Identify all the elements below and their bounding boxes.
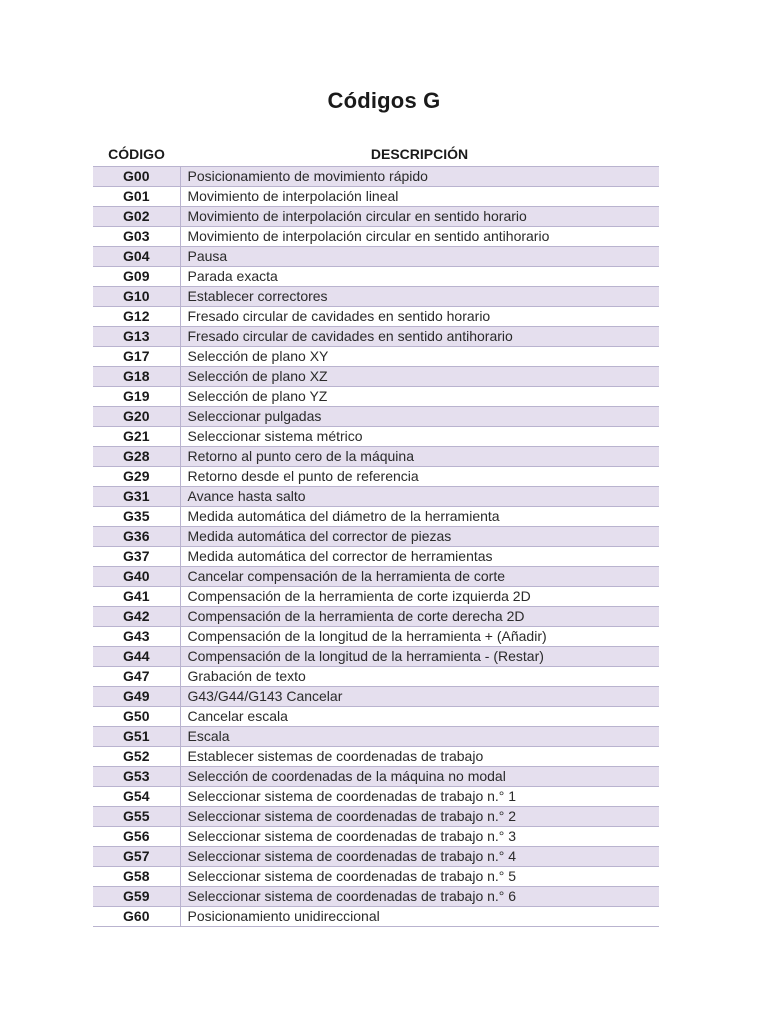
table-row: [93, 507, 659, 527]
table-row: [93, 467, 659, 487]
description-cell: Movimiento de interpolación circular en sentido horario: [180, 207, 659, 227]
code-cell: G58: [93, 867, 180, 887]
description-cell: Fresado circular de cavidades en sentido antihorario: [180, 327, 659, 347]
g-codes-table: [93, 142, 659, 927]
table-row: [93, 887, 659, 907]
table-row: [93, 607, 659, 627]
table-row: [93, 627, 659, 647]
description-cell: Compensación de la longitud de la herramienta - (Restar): [180, 647, 659, 667]
header-code: CÓDIGO: [93, 142, 180, 167]
description-cell: Grabación de texto: [180, 667, 659, 687]
description-cell: Seleccionar sistema de coordenadas de trabajo n.° 4: [180, 847, 659, 867]
code-cell: G54: [93, 787, 180, 807]
description-cell: Pausa: [180, 247, 659, 267]
table-row: [93, 447, 659, 467]
code-cell: G17: [93, 347, 180, 367]
code-cell: G36: [93, 527, 180, 547]
code-cell: G09: [93, 267, 180, 287]
description-cell: Compensación de la herramienta de corte derecha 2D: [180, 607, 659, 627]
code-cell: G28: [93, 447, 180, 467]
code-cell: G49: [93, 687, 180, 707]
table-row: [93, 407, 659, 427]
code-cell: G29: [93, 467, 180, 487]
description-cell: Posicionamiento unidireccional: [180, 907, 659, 927]
description-cell: Compensación de la longitud de la herramienta + (Añadir): [180, 627, 659, 647]
code-cell: G31: [93, 487, 180, 507]
table-row: [93, 667, 659, 687]
table-row: [93, 247, 659, 267]
table-row: [93, 867, 659, 887]
code-cell: G59: [93, 887, 180, 907]
description-cell: Seleccionar sistema de coordenadas de trabajo n.° 5: [180, 867, 659, 887]
code-cell: G20: [93, 407, 180, 427]
description-cell: Retorno desde el punto de referencia: [180, 467, 659, 487]
table-row: [93, 567, 659, 587]
description-cell: Seleccionar sistema de coordenadas de trabajo n.° 6: [180, 887, 659, 907]
code-cell: G55: [93, 807, 180, 827]
description-cell: Movimiento de interpolación circular en sentido antihorario: [180, 227, 659, 247]
description-cell: Avance hasta salto: [180, 487, 659, 507]
table-row: [93, 207, 659, 227]
table-row: [93, 707, 659, 727]
table-row: [93, 547, 659, 567]
header-description: DESCRIPCIÓN: [180, 142, 659, 167]
table-body: [93, 167, 659, 927]
description-cell: Retorno al punto cero de la máquina: [180, 447, 659, 467]
table-row: [93, 347, 659, 367]
code-cell: G19: [93, 387, 180, 407]
table-row: [93, 787, 659, 807]
table-row: [93, 427, 659, 447]
code-cell: G41: [93, 587, 180, 607]
table-row: [93, 727, 659, 747]
description-cell: Seleccionar sistema de coordenadas de trabajo n.° 2: [180, 807, 659, 827]
code-cell: G51: [93, 727, 180, 747]
description-cell: Compensación de la herramienta de corte izquierda 2D: [180, 587, 659, 607]
table-row: [93, 847, 659, 867]
table-row: [93, 167, 659, 187]
description-cell: Establecer sistemas de coordenadas de trabajo: [180, 747, 659, 767]
table-row: [93, 647, 659, 667]
code-cell: G56: [93, 827, 180, 847]
table-header-row: [93, 142, 659, 167]
table-row: [93, 527, 659, 547]
table-row: [93, 327, 659, 347]
page-title: Códigos G: [327, 88, 441, 113]
code-cell: G50: [93, 707, 180, 727]
code-cell: G03: [93, 227, 180, 247]
code-cell: G42: [93, 607, 180, 627]
code-cell: G10: [93, 287, 180, 307]
code-cell: G43: [93, 627, 180, 647]
description-cell: Selección de coordenadas de la máquina no modal: [180, 767, 659, 787]
code-cell: G04: [93, 247, 180, 267]
description-cell: Seleccionar pulgadas: [180, 407, 659, 427]
table-row: [93, 907, 659, 927]
code-cell: G13: [93, 327, 180, 347]
table-row: [93, 687, 659, 707]
code-cell: G18: [93, 367, 180, 387]
table-row: [93, 747, 659, 767]
description-cell: Movimiento de interpolación lineal: [180, 187, 659, 207]
table-row: [93, 827, 659, 847]
description-cell: Medida automática del diámetro de la herramienta: [180, 507, 659, 527]
table-row: [93, 227, 659, 247]
code-cell: G01: [93, 187, 180, 207]
code-cell: G21: [93, 427, 180, 447]
code-cell: G57: [93, 847, 180, 867]
code-cell: G02: [93, 207, 180, 227]
description-cell: Selección de plano XY: [180, 347, 659, 367]
description-cell: Medida automática del corrector de piezas: [180, 527, 659, 547]
code-cell: G44: [93, 647, 180, 667]
description-cell: Seleccionar sistema de coordenadas de trabajo n.° 3: [180, 827, 659, 847]
description-cell: Seleccionar sistema métrico: [180, 427, 659, 447]
description-cell: Medida automática del corrector de herramientas: [180, 547, 659, 567]
description-cell: Selección de plano YZ: [180, 387, 659, 407]
table-row: [93, 807, 659, 827]
table-row: [93, 487, 659, 507]
table-row: [93, 587, 659, 607]
description-cell: Parada exacta: [180, 267, 659, 287]
code-cell: G52: [93, 747, 180, 767]
description-cell: Establecer correctores: [180, 287, 659, 307]
description-cell: Escala: [180, 727, 659, 747]
table-row: [93, 187, 659, 207]
description-cell: Cancelar compensación de la herramienta de corte: [180, 567, 659, 587]
description-cell: Seleccionar sistema de coordenadas de trabajo n.° 1: [180, 787, 659, 807]
table-row: [93, 287, 659, 307]
code-cell: G35: [93, 507, 180, 527]
description-cell: Cancelar escala: [180, 707, 659, 727]
code-cell: G00: [93, 167, 180, 187]
code-cell: G53: [93, 767, 180, 787]
description-cell: Fresado circular de cavidades en sentido horario: [180, 307, 659, 327]
table-row: [93, 267, 659, 287]
table-row: [93, 367, 659, 387]
table-row: [93, 767, 659, 787]
table-row: [93, 387, 659, 407]
description-cell: Selección de plano XZ: [180, 367, 659, 387]
code-cell: G60: [93, 907, 180, 927]
code-cell: G12: [93, 307, 180, 327]
code-cell: G37: [93, 547, 180, 567]
description-cell: G43/G44/G143 Cancelar: [180, 687, 659, 707]
code-cell: G40: [93, 567, 180, 587]
description-cell: Posicionamiento de movimiento rápido: [180, 167, 659, 187]
table-row: [93, 307, 659, 327]
code-cell: G47: [93, 667, 180, 687]
